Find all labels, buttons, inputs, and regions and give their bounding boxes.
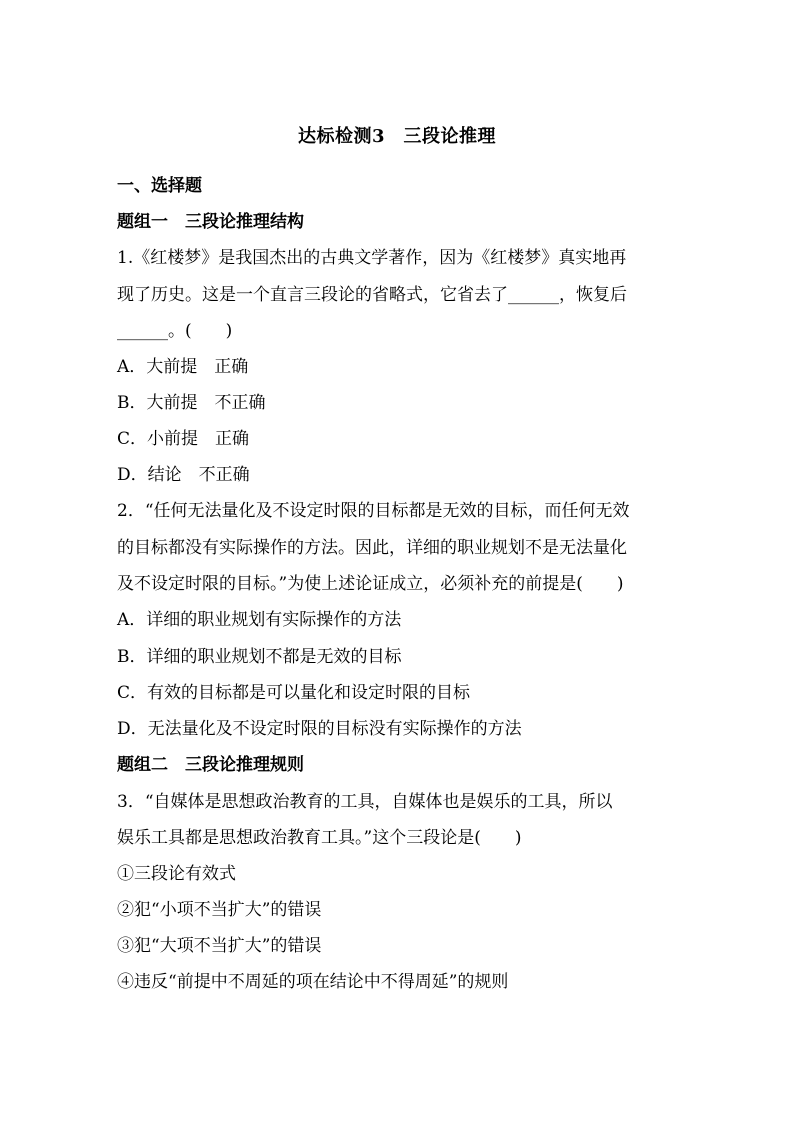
question-2-line-1: 2．“任何无法量化及不设定时限的目标都是无效的目标，而任何无效 [117,501,630,521]
question-2-line-3: 及不设定时限的目标。”为使上述论证成立，必须补充的前提是( ) [117,574,624,594]
question-3-line-2: 娱乐工具都是思想政治教育工具。”这个三段论是( ) [117,828,522,848]
question-3-item-4: ④违反“前提中不周延的项在结论中不得周延”的规则 [117,972,509,992]
question-1-line-3: ______。( ) [117,321,233,341]
question-3-line-1: 3．“自媒体是思想政治教育的工具，自媒体也是娱乐的工具，所以 [117,792,613,812]
question-1-option-a: A．大前提 正确 [117,357,249,377]
question-3-item-1: ①三段论有效式 [117,864,236,884]
section-heading: 一、选择题 [117,176,202,196]
question-2-option-b: B．详细的职业规划不都是无效的目标 [117,647,402,667]
question-1-line-2: 现了历史。这是一个直言三段论的省略式，它省去了______，恢复后 [117,285,627,305]
question-2-option-a: A．详细的职业规划有实际操作的方法 [117,610,402,630]
question-2-line-2: 的目标都没有实际操作的方法。因此，详细的职业规划不是无法量化 [117,538,627,558]
question-2-option-d: D．无法量化及不设定时限的目标没有实际操作的方法 [117,719,522,739]
group-heading-1: 题组一 三段论推理结构 [117,212,304,232]
question-3-item-3: ③犯“大项不当扩大”的错误 [117,936,322,956]
question-1-option-b: B．大前提 不正确 [117,393,266,413]
question-3-item-2: ②犯“小项不当扩大”的错误 [117,900,322,920]
page-title: 达标检测3 三段论推理 [297,126,497,147]
question-1-option-c: C．小前提 正确 [117,429,250,449]
question-2-option-c: C．有效的目标都是可以量化和设定时限的目标 [117,683,471,703]
group-heading-2: 题组二 三段论推理规则 [117,755,304,775]
question-1-line-1: 1.《红楼梦》是我国杰出的古典文学著作，因为《红楼梦》真实地再 [117,248,627,268]
question-1-option-d: D．结论 不正确 [117,465,250,485]
